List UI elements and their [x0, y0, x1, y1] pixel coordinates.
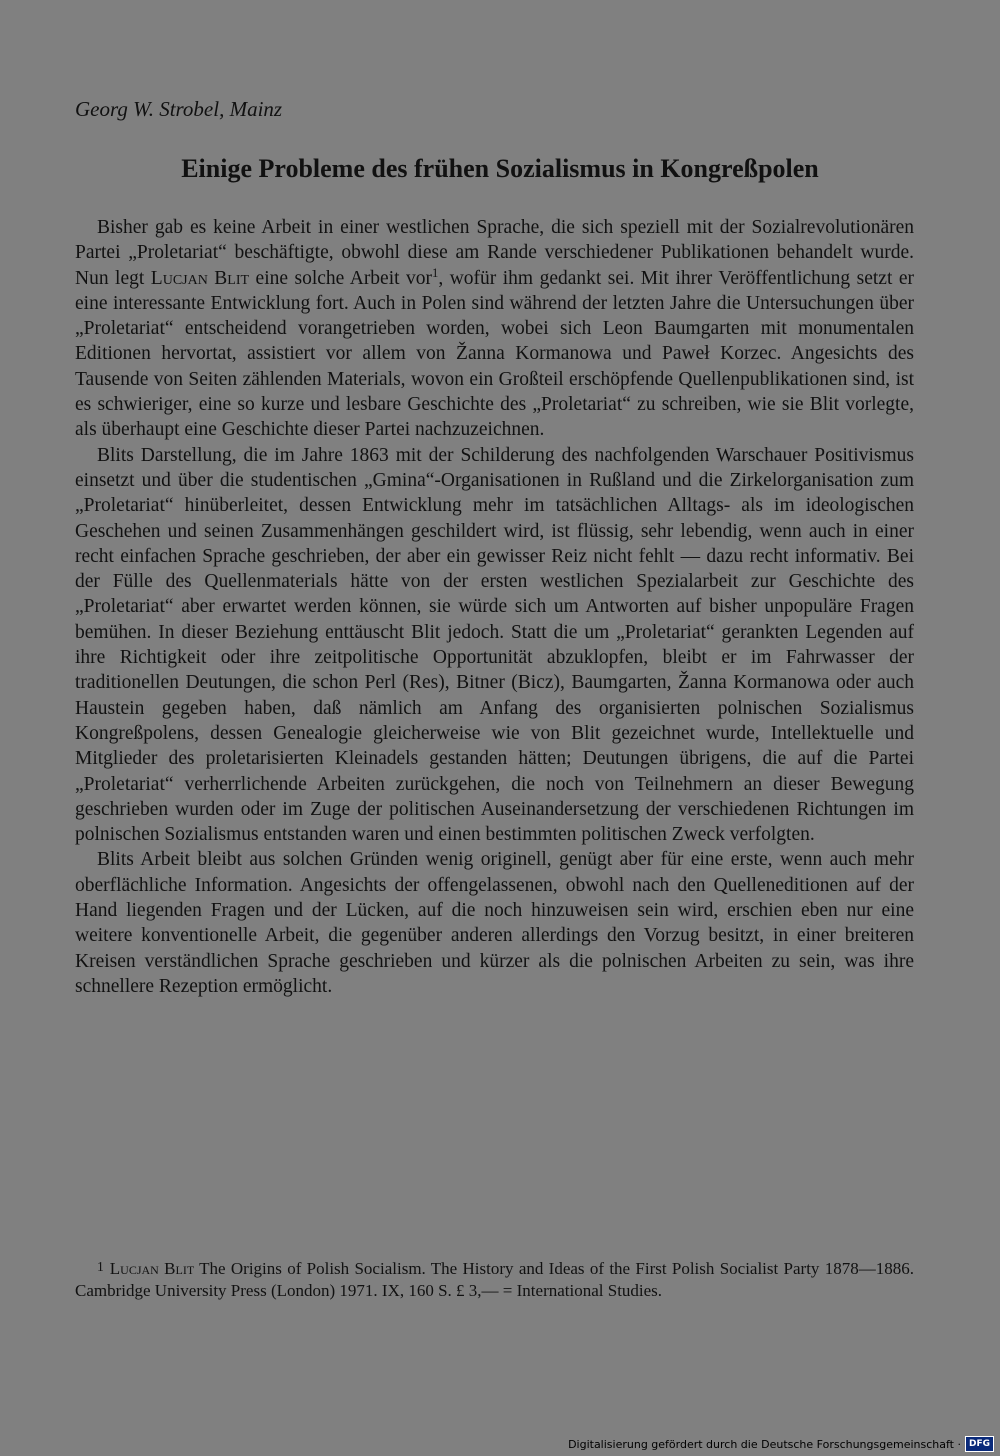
digitization-credit: [568, 1436, 994, 1452]
paragraph-3: Blits Arbeit bleibt aus solchen Gründen wenig originell, genügt aber für eine erste, wenn auch mehr oberflächliche Information. Angesichts der offengelassenen, obwohl nach den Quelleneditionen auf der Hand liegenden Fragen und der Lücken, auf die noch hinzuweisen sein wird, erschien eben nur eine weitere konventionelle Arbeit, die gegenüber anderen allerdings den Vorzug besitzt, in einer breiteren Kreisen verständlichen Sprache geschrieben und kürzer als die polnischen Arbeiten zu sein, was ihre schnellere Rezeption ermöglicht.: [75, 849, 914, 997]
footnote-reference: 1: [432, 265, 439, 280]
article-title: Einige Probleme des frühen Sozialismus in Kongreßpolen: [181, 154, 819, 183]
paragraph-2: Blits Darstellung, die im Jahre 1863 mit der Schilderung des nachfolgenden Warschauer Positivismus einsetzt und über die studentischen „Gmina“-Organisationen in Rußland und die Zirkelorganisation zum „Proletariat“ hinüberleitet, dessen Entwicklung mehr im tatsächlichen Alltags- als im ideologischen Geschehen und seinen Zusammenhängen geschildert wird, ist flüssig, sehr lebendig, wenn auch in einer recht einfachen Sprache geschrieben, der aber ein gewisser Reiz nicht fehlt — dazu recht informativ. Bei der Fülle des Quellenmaterials hätte von der ersten westlichen Spezialarbeit zur Geschichte des „Proletariat“ aber erwartet werden können, sie würde sich um Antworten auf bisher unpopuläre Fragen bemühen. In dieser Beziehung enttäuscht Blit jedoch. Statt die um „Proletariat“ gerankten Legenden auf ihre Richtigkeit oder ihre zeitpolitische Opportunität abzuklopfen, bleibt er im Fahrwasser der traditionellen Deutungen, die schon Perl (Res), Bitner (Bicz), Baumgarten, Žanna Kormanowa oder auch Haustein gegeben haben, daß nämlich am Anfang des organisierten polnischen Sozialismus Kongreßpolens, dessen Genealogie gleicherweise wie von Blit gezeichnet wurde, Intellektuelle und Mitglieder des proletarisierten Kleinadels gestanden hätten; Deutungen übrigens, die auf die Partei „Proletariat“ verherrlichende Arbeiten zurückgehen, die noch von Teilnehmern an dieser Bewegung geschrieben wurden oder im Zuge der politischen Auseinandersetzung der verschiedenen Richtungen im polnischen Sozialismus entstanden waren und einen bestimmten politischen Zweck verfolgten.: [75, 444, 914, 846]
footnote-mark: 1: [97, 1258, 104, 1274]
author-name-small-caps: Lucjan Blit: [150, 267, 250, 289]
credit-text: Digitalisierung gefördert durch die Deutsche Forschungsgemeinschaft ·: [568, 1437, 961, 1451]
paragraph-1-part-1: Bisher gab es keine Arbeit in einer westlichen Sprache, die sich speziell mit der Sozialrevolutionären Partei „Proletariat“ beschäftigte, obwohl diese am Rande verschiedener Publikationen behandelt wurde. Nun legt: [75, 217, 914, 289]
paragraph-1-part-3: , wofür ihm gedankt sei. Mit ihrer Veröffentlichung setzt er eine interessante Entwicklung fort. Auch in Polen sind während der letzten Jahre die Untersuchungen über „Proletariat“ entscheidend vorangetrieben worden, wobei sich Leon Baumgarten mit monumentalen Editionen hervortat, assistiert vor allem von Žanna Kormanowa und Paweł Korzec. Angesichts des Tausende von Seiten zählenden Materials, wovon ein Großteil erschöpfende Quellenpublikationen sind, ist es schwieriger, eine so kurze und lesbare Geschichte des „Proletariat“ zu schreiben, wie sie Blit vorlegte, als überhaupt eine Geschichte dieser Partei nachzuzeichnen.: [75, 267, 915, 441]
author-line: Georg W. Strobel, Mainz: [75, 97, 283, 121]
paragraph-1-part-2: eine solche Arbeit vor: [249, 267, 433, 289]
footnote-text: The Origins of Polish Socialism. The History and Ideas of the First Polish Socialist Party 1878—1886. Cambridge University Press (London) 1971. IX, 160 S. £ 3,— = International Studies.: [75, 1259, 914, 1300]
article-body: [75, 215, 914, 999]
footnote-author-name: Lucjan Blit: [109, 1259, 195, 1278]
paragraph-1: [75, 215, 914, 443]
dfg-logo-icon: DFG: [965, 1436, 994, 1452]
footnote: [75, 1258, 914, 1302]
